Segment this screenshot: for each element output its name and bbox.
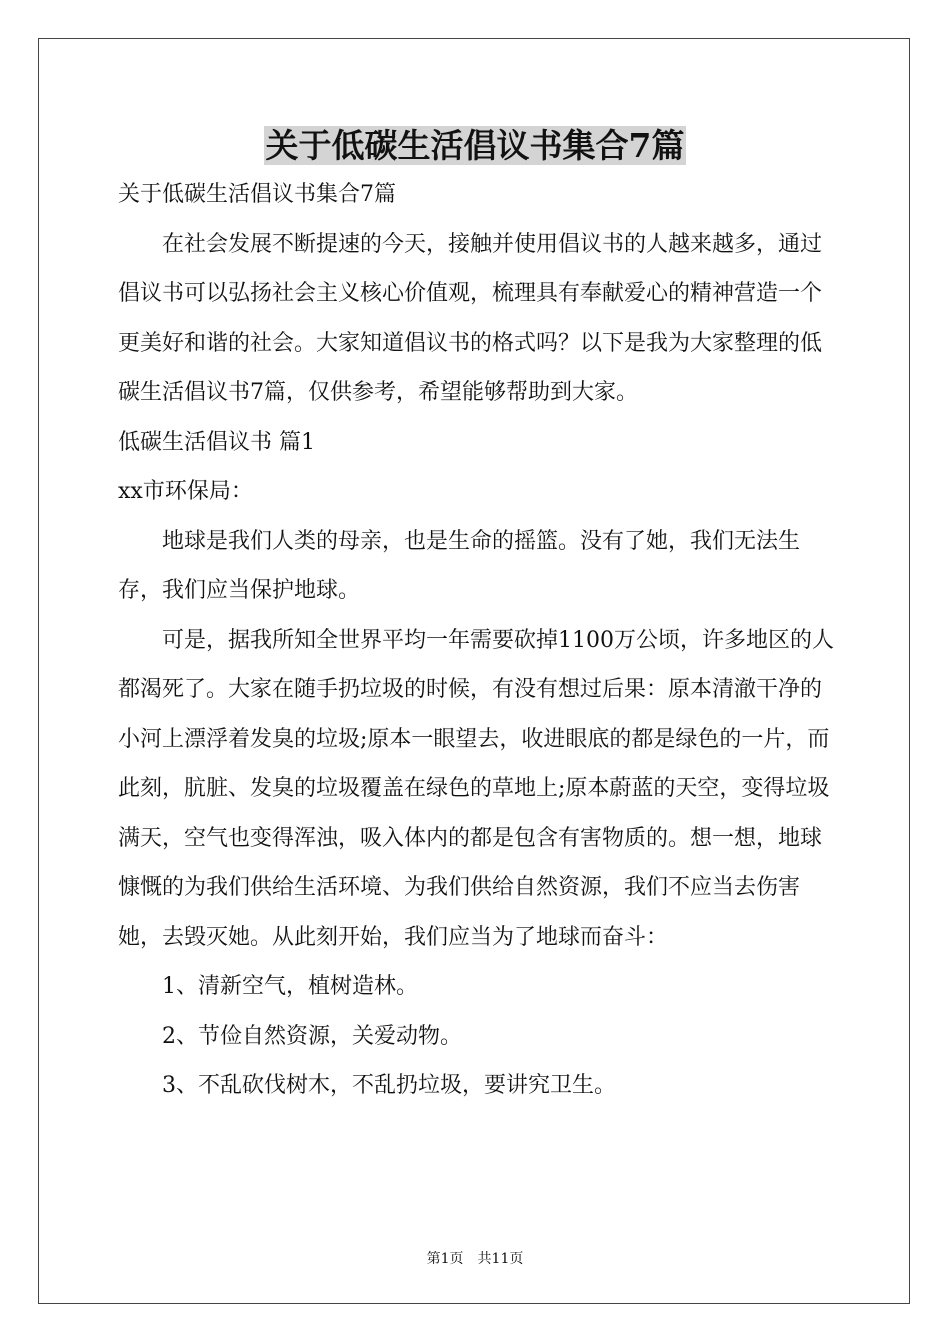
- salutation: xx市环保局：: [118, 479, 253, 504]
- intro-paragraph: 在社会发展不断提速的今天，接触并使用倡议书的人越来越多，通过倡议书可以弘扬社会主义核心价值观，梳理具有奉献爱心的精神营造一个更美好和谐的社会。大家知道倡议书的格式吗？以下是我为大家整理的低碳生活倡议书7篇，仅供参考，希望能够帮助到大家。: [118, 231, 823, 405]
- section-heading: 低碳生活倡议书 篇1: [118, 429, 315, 455]
- list-item: 1、清新空气，植树造林。: [162, 974, 418, 999]
- page-footer: [0, 1250, 950, 1268]
- page-number: 第1页 共11页: [426, 1251, 524, 1267]
- body-paragraph: 地球是我们人类的母亲，也是生命的摇篮。没有了她，我们无法生存，我们应当保护地球。: [118, 528, 801, 603]
- list-item: 2、节俭自然资源，关爱动物。: [162, 1023, 462, 1049]
- list-item: 3、不乱砍伐树木，不乱扔垃圾，要讲究卫生。: [162, 1073, 616, 1098]
- document-title: [0, 124, 950, 168]
- body-paragraph: 可是，据我所知全世界平均一年需要砍掉1100万公顷，许多地区的人都渴死了。大家在随手扔垃圾的时候，有没有想过后果：原本清澈干净的小河上漂浮着发臭的垃圾;原本一眼望去，收进眼底的都是绿色的一片，而此刻，肮脏、发臭的垃圾覆盖在绿色的草地上;原本蔚蓝的天空，变得垃圾满天，空气也变得浑浊，吸入体内的都是包含有害物质的。想一想，地球慷慨的为我们供给生活环境、为我们供给自然资源，我们不应当去伤害她，去毁灭她。从此刻开始，我们应当为了地球而奋斗：: [118, 627, 834, 950]
- document-body: [118, 170, 834, 1111]
- document-title-text: 关于低碳生活倡议书集合7篇: [265, 126, 685, 165]
- subtitle-paragraph: 关于低碳生活倡议书集合7篇: [118, 182, 396, 207]
